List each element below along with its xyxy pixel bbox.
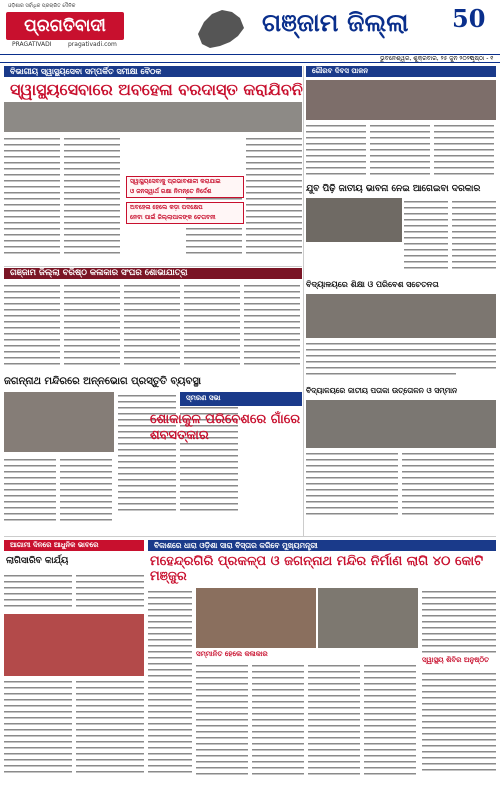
story8-photo [4,614,144,676]
story9-text-lines-left [148,588,194,784]
story1-photo [4,102,302,132]
story1-kicker: ବିଭାଗୀୟ ସ୍ୱାସ୍ଥ୍ୟସେବା ସମ୍ପର୍କିତ ସମୀକ୍ଷା ବୈଠକ [4,66,302,77]
story7-photo [306,400,496,448]
story5-text-lines-2 [4,456,114,526]
story3-body [4,282,302,372]
story1-highlight-1b: ଓ ଜନସ୍ୱାର୍ଥ ରକ୍ଷା ନିମନ୍ତେ ନିର୍ଦ୍ଦେଶ [130,188,212,195]
story3-text-lines [4,282,302,372]
story11-text-lines [422,588,496,784]
story9-body-left [148,588,194,784]
story9-headline: ମହେନ୍ଦ୍ରଗିରି ପ୍ରକଳ୍ପ ଓ ଜଗନ୍ନାଥ ମନ୍ଦିର ନିର୍ମାଣ ଲାଗି ୪୦ କୋଟି ମଞ୍ଜୁର [150,554,484,584]
story2-body [306,122,496,182]
story1-highlight-2a: ଅବହେଳା ହେଲେ କଡ଼ା ପଦକ୍ଷେପ [130,204,203,211]
story4-text-lines [306,340,496,380]
anniversary-logo: 50 [452,4,486,33]
story2-photo [306,80,496,120]
section-rule [4,266,302,267]
section-rule [4,536,496,537]
story6-headline: ଶୋକାକୁଳ ପରିବେଶରେ ଗାଁରେ ଶବସତ୍କାର [150,412,301,443]
story2-text-lines-2 [404,198,496,278]
story8-kicker: ଆଗାମୀ ଦିନରେ ଆଧୁନିକ ଭାବରେ [4,540,144,551]
story9-photo-2 [318,588,418,648]
story1-text-lines [4,134,302,264]
story9-photo-1 [196,588,316,648]
page-number: ପୃଷ୍ଠା - ୧ [470,55,494,62]
story3-headline: ଗଞ୍ଜାମ ଜିଲ୍ଲା ବରିଷ୍ଠ କଳାକାର ସଂଘର ଶୋଭାଯାତ୍ରା [4,268,302,279]
story4-headline: ବିଦ୍ୟାଳୟରେ ଶିକ୍ଷା ଓ ପରିବେଶ ସଚେତନତା [306,280,439,289]
story7-body [306,450,496,526]
story9-body-center [196,662,418,784]
story8-text-lines-2 [4,678,144,784]
story10-headline: ସମ୍ମାନିତ ହେଲେ କଳାକାର [196,650,268,658]
story8-body [4,572,144,612]
column-rule [303,66,304,536]
story6-kicker: ସ୍ମରଣ ସଭା [186,394,221,402]
website-url: pragativadi.com [68,41,117,48]
story7-headline: ବିଦ୍ୟାଳୟରେ ଜାତୀୟ ପତାକା ଉତ୍ତୋଳନ ଓ ସମ୍ମାନ [306,386,458,395]
newspaper-logo: ପ୍ରଗତିବାଦୀ [24,16,106,36]
story5-body-2 [4,456,114,526]
story2-body-2 [404,198,496,278]
story9-text-lines-center [196,662,418,784]
story1-highlight-1a: ସ୍ୱାସ୍ଥ୍ୟସେବାକୁ ପ୍ରଭାବଶାଳୀ କରାଯାଇ [130,178,221,185]
story5-photo [4,392,114,452]
story7-text-lines [306,450,496,526]
odisha-map-icon [190,4,250,52]
logo-subtitle: PRAGATIVADI [12,41,52,48]
page-district-title: ଗଞ୍ଜାମ ଜିଲ୍ଲା [262,8,409,37]
story2-kicker: ଗୌରବ ଦିବସ ପାଳନ [306,66,496,77]
story5-headline: ଜଗନ୍ନାଥ ମନ୍ଦିରରେ ଅନ୍ନଭୋଗ ପ୍ରସ୍ତୁତି ବ୍ୟବସ୍ଥା [4,376,202,387]
story11-headline: ସ୍ୱାସ୍ଥ୍ୟ ଶିବିର ଅନୁଷ୍ଠିତ [422,656,490,664]
story8-headline: ଲାଗିସାରିବ କାର୍ଯ୍ୟ [6,556,69,566]
story8-text-lines [4,572,144,612]
story4-body [306,340,496,380]
story11-body [422,588,496,784]
masthead-tagline: ଓଡ଼ିଶାର ସର୍ବାଧିକ ପ୍ରଚାରିତ ଦୈନିକ [8,3,76,9]
story9-kicker: ବିକାଶରେ ଧାରା ଓଡ଼ିଶା ସାରା ବିସ୍ତାର କରିବେ ମୁଖ୍ୟମନ୍ତ୍ରୀ [148,540,496,551]
story2-text-lines [306,122,496,182]
story1-headline: ସ୍ୱାସ୍ଥ୍ୟସେବାରେ ଅବହେଳା ବରଦାସ୍ତ କରାଯିବନି [10,80,303,99]
story8-body-2 [4,678,144,784]
story2-photo-2 [306,198,402,242]
story1-highlight-2b: ନେବା ପାଇଁ ଜିଲ୍ଲାପାଳଙ୍କ ଚେତାବନୀ [130,214,216,221]
story4-photo [306,294,496,338]
issue-date: ଭୁବନେଶ୍ୱର, ଶୁକ୍ରବାର, ୨୫ ଜୁନ ୨୦୨୧ [380,55,473,62]
story1-body [4,134,302,264]
story2-headline: ଯୁବ ପିଢ଼ି ଜାତୀୟ ଭାବନା ନେଇ ଆଗେଇବା ଦରକାର [306,184,481,194]
